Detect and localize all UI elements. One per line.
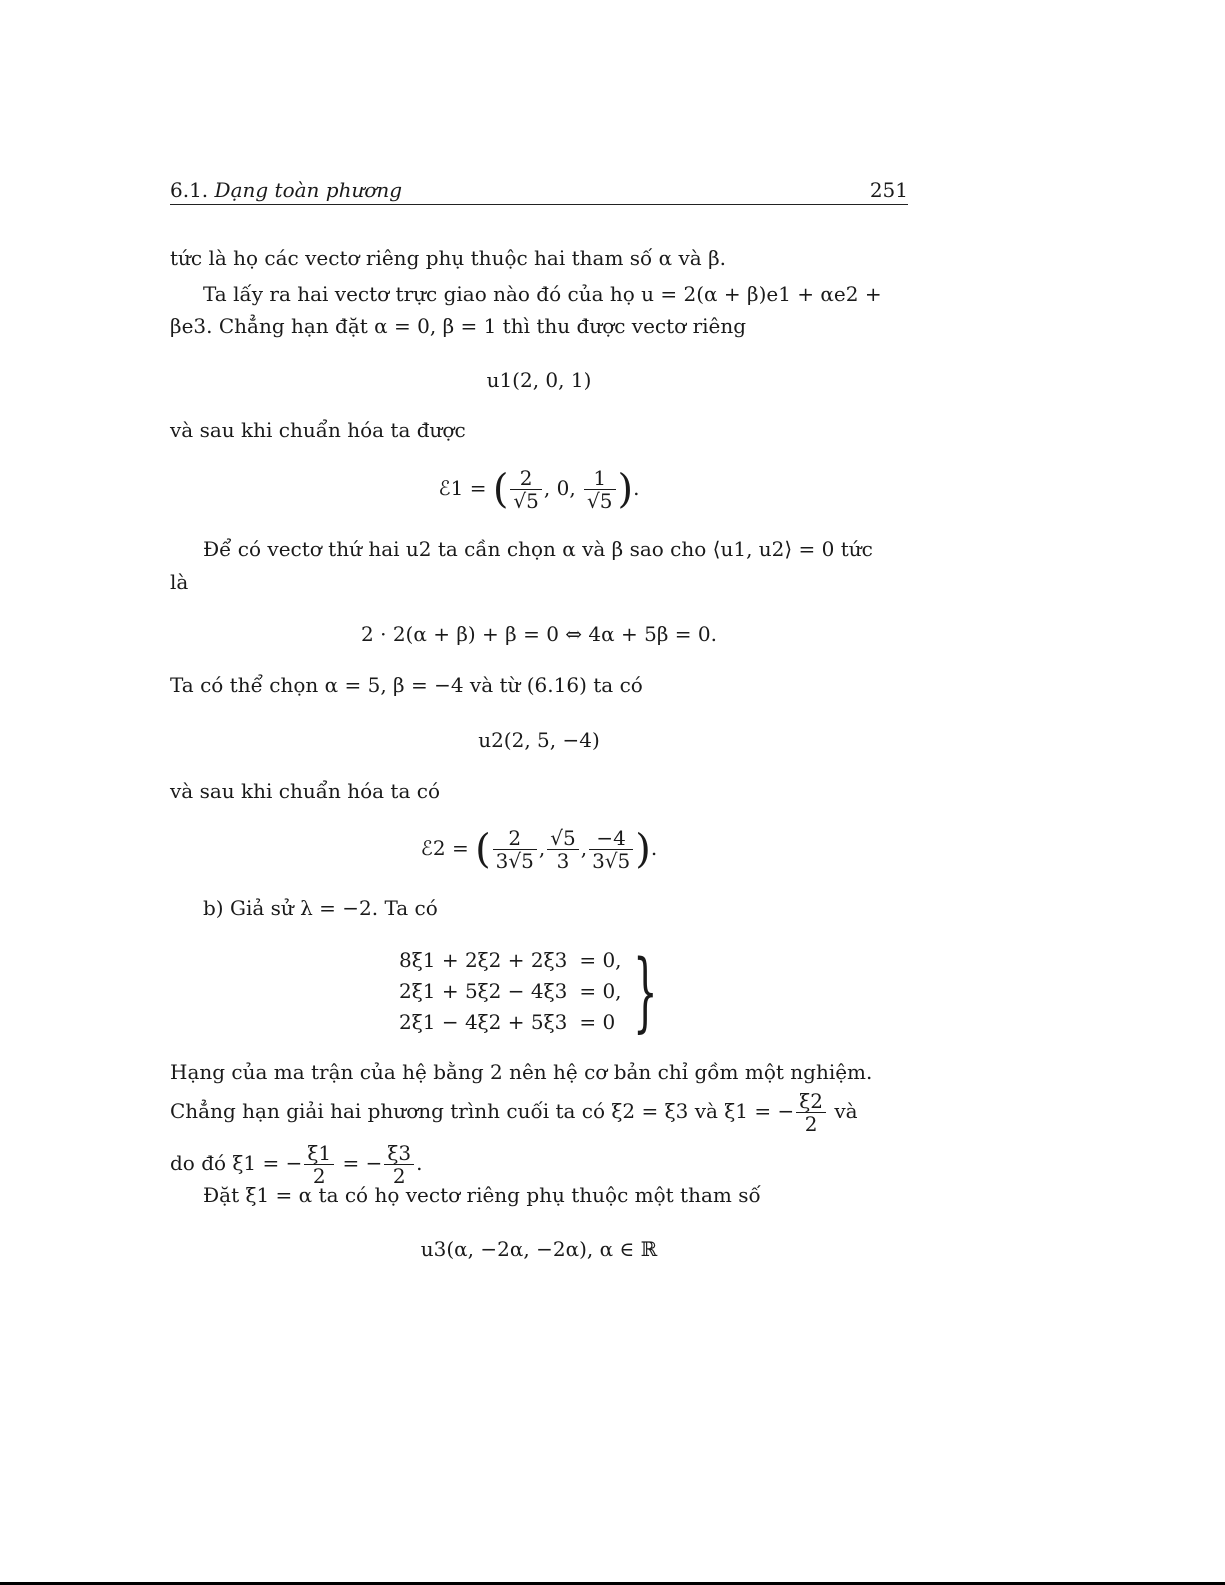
fraction-e2a: $\frac{2}{3√5}$ xyxy=(493,827,537,872)
equation-condition: 2 · 2(α + β) + β = 0 ⇔ 4α + 5β = 0. xyxy=(361,622,717,646)
equation-system xyxy=(393,942,658,1042)
paragraph-9: Chẳng hạn giải hai phương trình cuối ta có ξ2 = ξ3 và ξ1 = − $\frac{\xi 2}{2}$ và xyxy=(170,1089,858,1136)
equation-e2: ℰ2 = ( $\frac{2}{3√5}$ , $\frac{√5}{3}$ , $\frac{-4}{3√5}$ ). xyxy=(420,826,658,873)
fraction-xi1: $\frac{\xi 1}{2}$ xyxy=(304,1142,334,1187)
fraction-e1b: $\frac{1}{√5}$ xyxy=(584,467,615,512)
right-brace-icon: } xyxy=(633,942,658,1042)
equation-e1: ℰ1 = ( $\frac{2}{√5}$ , 0, $\frac{1}{√5}$ ). xyxy=(438,466,640,513)
paragraph-5: Ta có thể chọn α = 5, β = −4 và từ (6.16) ta có xyxy=(170,673,643,697)
paragraph-8: Hạng của ma trận của hệ bằng 2 nên hệ cơ bản chỉ gồm một nghiệm. xyxy=(170,1060,873,1084)
header-section: 6.1. Dạng toàn phương xyxy=(170,178,403,202)
paragraph-1: tức là họ các vectơ riêng phụ thuộc hai tham số α và β. xyxy=(170,246,726,270)
e1-lhs: ℰ1 = xyxy=(438,476,493,500)
equation-u3: u3(α, −2α, −2α), α ∈ ℝ xyxy=(420,1237,658,1261)
paragraph-10: do đó ξ1 = − $\frac{\xi 1}{2}$ = − $\frac{\xi 3}{2}$ . xyxy=(170,1141,423,1188)
paragraph-4b: là xyxy=(170,570,189,594)
page-number: 251 xyxy=(869,178,908,202)
system-row: 8ξ1 + 2ξ2 + 2ξ3 = 0, xyxy=(399,948,622,972)
fraction-xi3: $\frac{\xi 3}{2}$ xyxy=(384,1142,414,1187)
running-header xyxy=(170,176,908,205)
paragraph-11: Đặt ξ1 = α ta có họ vectơ riêng phụ thuộc một tham số xyxy=(203,1183,761,1207)
paragraph-2a: Ta lấy ra hai vectơ trực giao nào đó của họ u = 2(α + β)e1 + αe2 + xyxy=(203,282,882,306)
paragraph-6: và sau khi chuẩn hóa ta có xyxy=(170,779,440,803)
system-row: 2ξ1 − 4ξ2 + 5ξ3 = 0 xyxy=(399,1010,616,1034)
paragraph-3: và sau khi chuẩn hóa ta được xyxy=(170,418,466,442)
system-row: 2ξ1 + 5ξ2 − 4ξ3 = 0, xyxy=(399,979,622,1003)
e2-lhs: ℰ2 = xyxy=(420,836,476,860)
paragraph-2b: βe3. Chẳng hạn đặt α = 0, β = 1 thì thu được vectơ riêng xyxy=(170,314,747,338)
paragraph-4a: Để có vectơ thứ hai u2 ta cần chọn α và β sao cho ⟨u1, u2⟩ = 0 tức xyxy=(203,537,873,561)
fraction-xi2: $\frac{\xi 2}{2}$ xyxy=(796,1090,826,1135)
equation-u2: u2(2, 5, −4) xyxy=(478,728,600,752)
header-title: Dạng toàn phương xyxy=(214,178,403,202)
fraction-e2c: $\frac{-4}{3√5}$ xyxy=(589,827,633,872)
paragraph-7: b) Giả sử λ = −2. Ta có xyxy=(203,896,438,920)
fraction-e1a: $\frac{2}{√5}$ xyxy=(510,467,541,512)
equation-u1: u1(2, 0, 1) xyxy=(486,368,592,392)
fraction-e2b: $\frac{√5}{3}$ xyxy=(547,827,578,872)
